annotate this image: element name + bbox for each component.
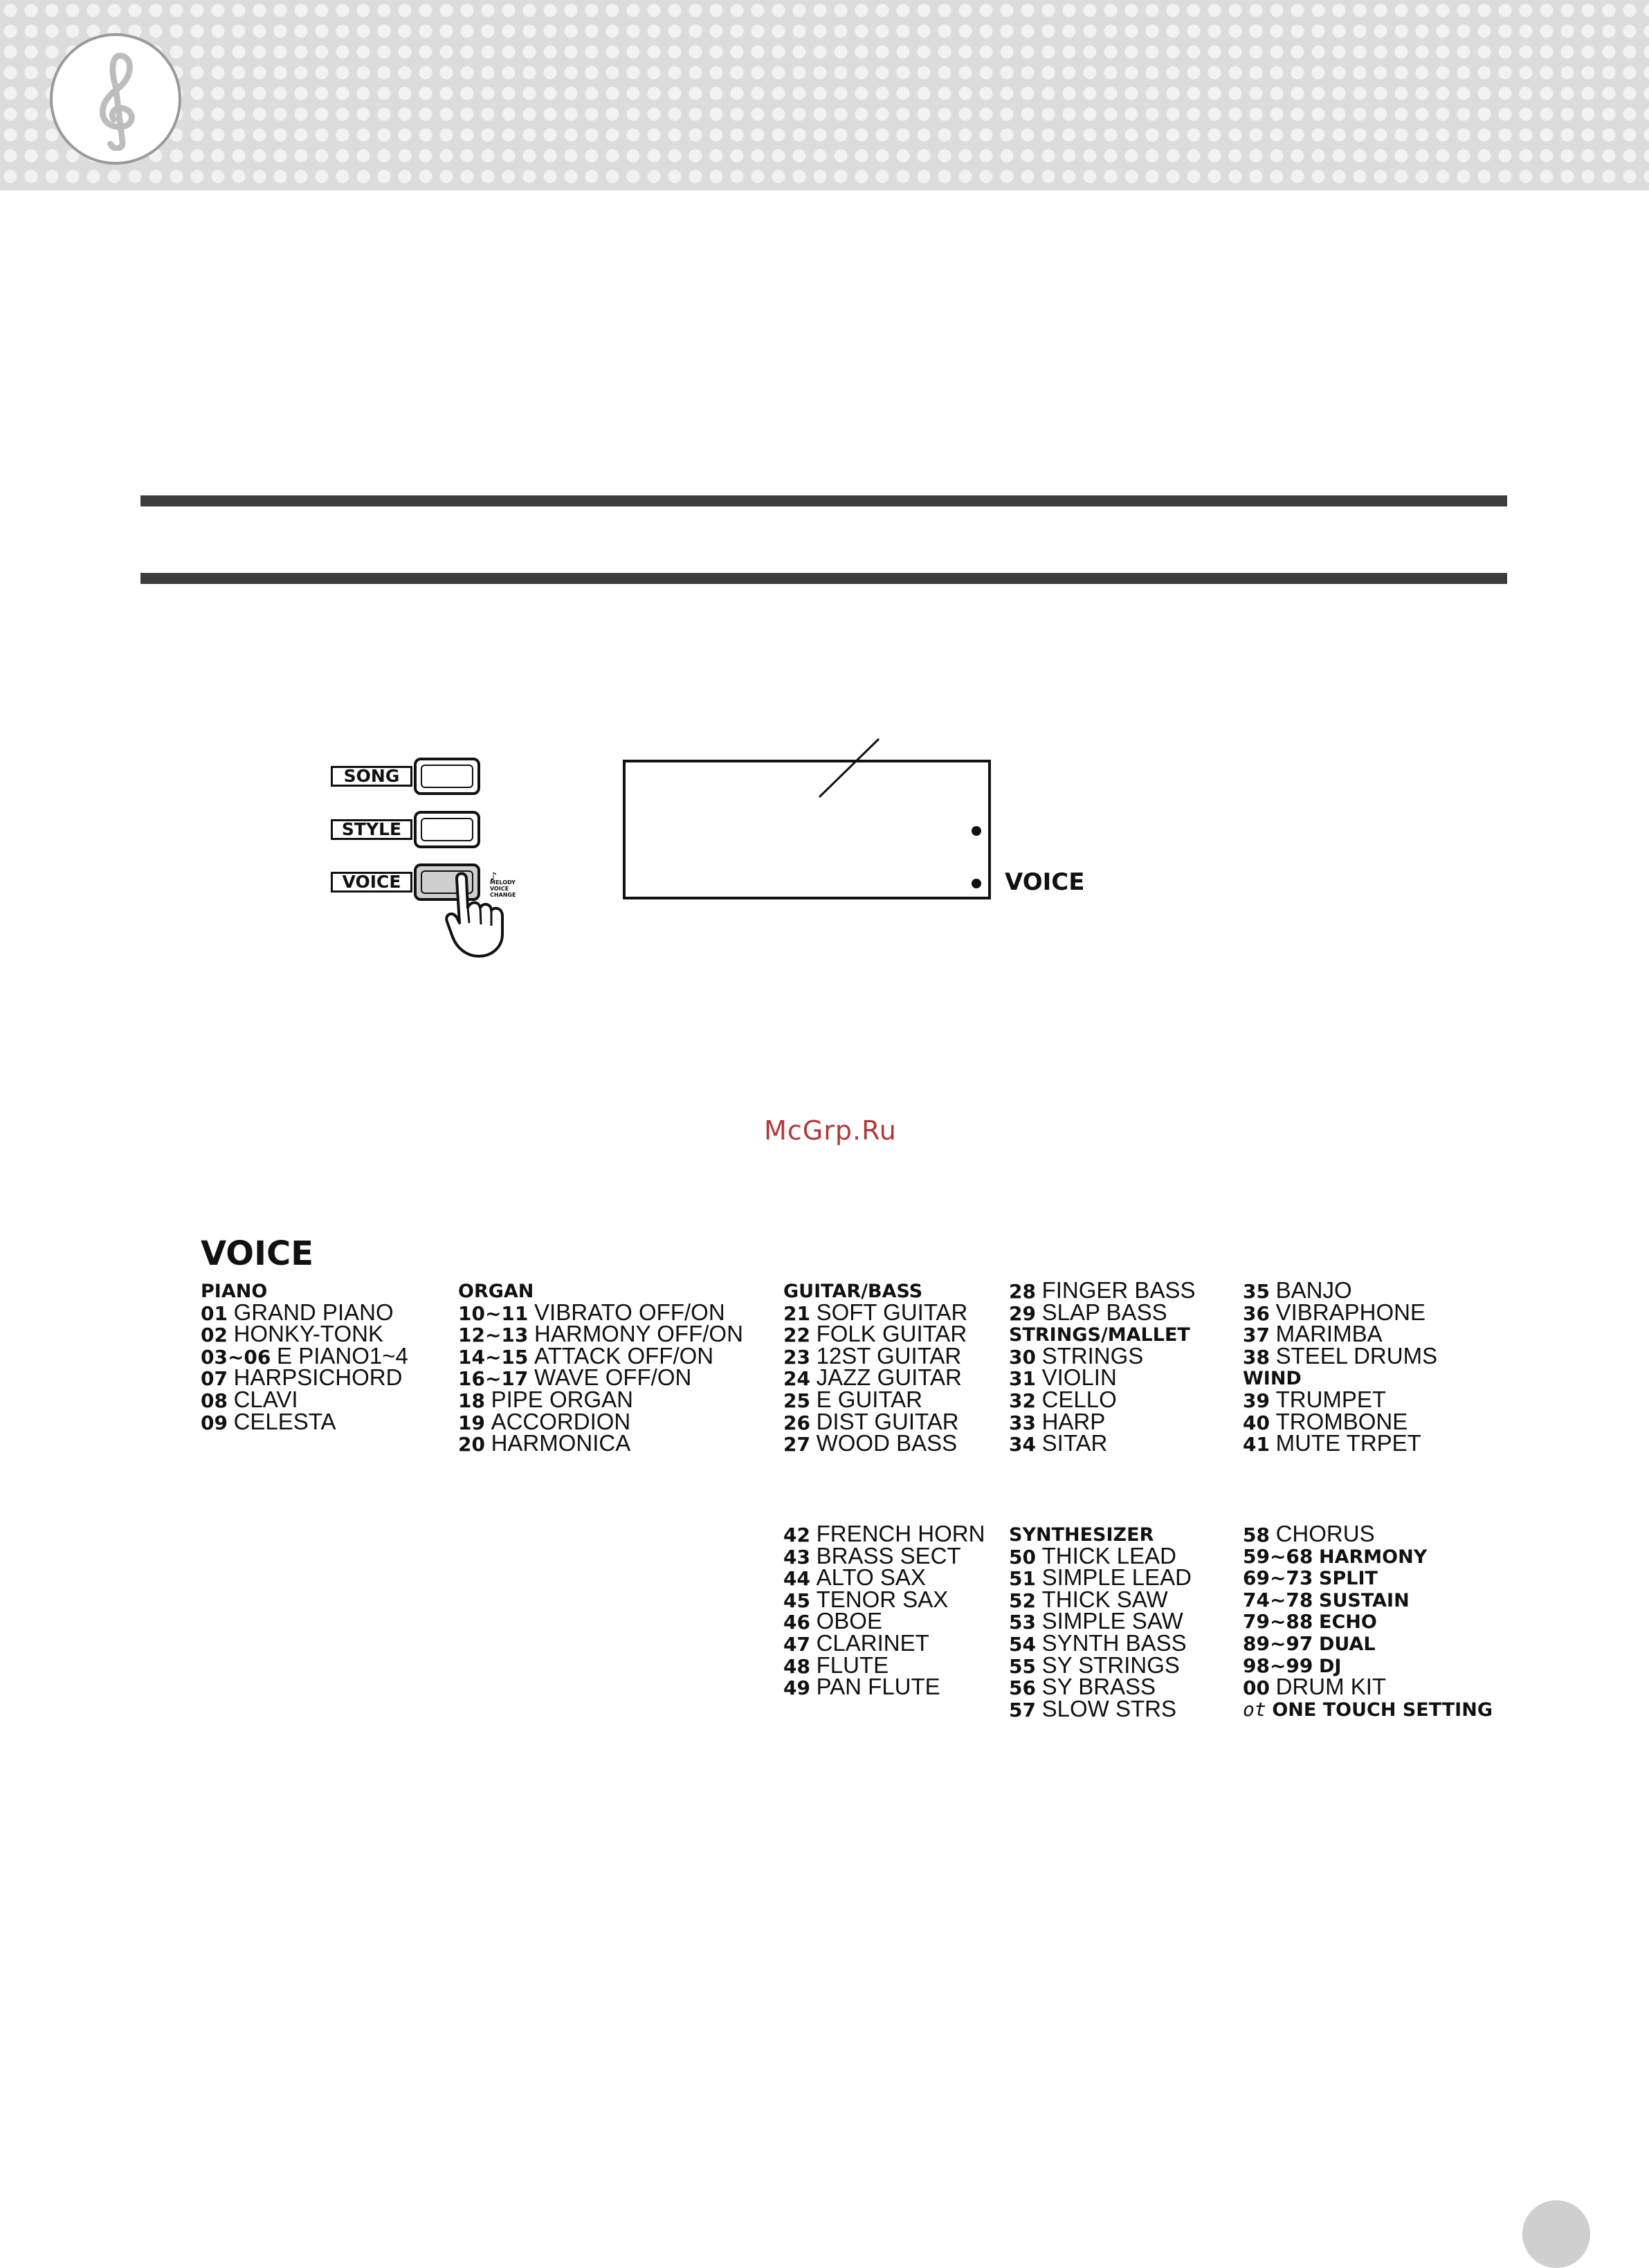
voice-name: CLARINET — [816, 1629, 929, 1656]
voice-list-row — [783, 1566, 985, 1589]
voice-name: BRASS SECT — [816, 1542, 961, 1569]
voice-number: 02 — [201, 1324, 228, 1347]
voice-category: WIND — [1243, 1368, 1302, 1390]
voice-list-row — [1009, 1323, 1195, 1345]
voice-list-row — [458, 1279, 743, 1301]
voice-number: 22 — [783, 1324, 810, 1347]
voice-number: 14~15 — [458, 1345, 529, 1369]
voice-name: DIST GUITAR — [816, 1408, 959, 1434]
voice-name: FOLK GUITAR — [816, 1321, 967, 1347]
voice-number: 18 — [458, 1389, 485, 1412]
voice-list-row — [1243, 1523, 1493, 1545]
voice-list-row — [1009, 1279, 1195, 1301]
voice-list-row — [1009, 1542, 1192, 1569]
voice-list-row — [783, 1386, 967, 1412]
voice-name: SY STRINGS — [1041, 1652, 1180, 1678]
voice-name: OBOE — [816, 1608, 882, 1634]
voice-name: CELESTA — [233, 1408, 336, 1434]
voice-list-row — [783, 1676, 985, 1698]
voice-list-row — [783, 1610, 985, 1632]
voice-name: PAN FLUTE — [816, 1674, 940, 1700]
voice-list-row — [1009, 1523, 1192, 1545]
section-rule-top — [140, 495, 1507, 506]
voice-list-row — [1243, 1698, 1493, 1720]
section-rule-bottom — [140, 573, 1507, 584]
voice-list-row — [1009, 1386, 1195, 1412]
voice-number: 31 — [1009, 1367, 1036, 1391]
voice-number: 54 — [1009, 1632, 1036, 1656]
voice-list-row — [783, 1542, 985, 1569]
voice-number: 53 — [1009, 1611, 1036, 1634]
voice-name: SOFT GUITAR — [816, 1299, 968, 1325]
style-key[interactable] — [414, 811, 480, 848]
voice-category: SYNTHESIZER — [1009, 1524, 1154, 1546]
voice-number: 58 — [1243, 1524, 1270, 1546]
voice-name: HARMONY OFF/ON — [534, 1321, 743, 1347]
voice-list-row — [783, 1279, 967, 1301]
voice-list-row — [458, 1301, 743, 1324]
voice-list-row — [1009, 1610, 1192, 1632]
voice-list-row — [201, 1301, 408, 1324]
voice-list-row — [458, 1432, 743, 1454]
callout-line — [817, 736, 900, 808]
voice-name: CELLO — [1041, 1386, 1117, 1412]
voice-name-bold: ONE TOUCH SETTING — [1272, 1699, 1493, 1721]
voice-number: 03~06 — [201, 1345, 271, 1369]
voice-number: 34 — [1009, 1433, 1036, 1456]
voice-column-4 — [1009, 1279, 1195, 1454]
watermark: McGrp.Ru — [764, 1115, 897, 1146]
voice-number: 43 — [783, 1545, 810, 1569]
voice-name: HARPSICHORD — [233, 1364, 403, 1391]
lcd-indicator-dot-upper — [972, 826, 981, 836]
voice-number: 37 — [1243, 1324, 1270, 1347]
pressing-hand-icon — [443, 865, 512, 962]
voice-number: 26 — [783, 1411, 810, 1434]
voice-number: 51 — [1009, 1567, 1036, 1591]
voice-number: 49 — [783, 1676, 810, 1700]
voice-list-row — [1009, 1408, 1195, 1434]
change-word: CHANGE — [490, 892, 516, 898]
voice-name: ACCORDION — [491, 1408, 631, 1434]
voice-number: 41 — [1243, 1433, 1270, 1456]
voice-number: 47 — [783, 1632, 810, 1656]
voice-number: 09 — [201, 1411, 228, 1434]
voice-number: 42 — [783, 1524, 810, 1546]
voice-number: 56 — [1009, 1676, 1036, 1700]
lcd-indicator-dot-voice — [972, 879, 981, 888]
voice-list-row — [783, 1586, 985, 1612]
voice-name: E PIANO1~4 — [277, 1342, 408, 1369]
voice-number: 45 — [783, 1589, 810, 1612]
voice-name: ATTACK OFF/ON — [534, 1342, 714, 1369]
voice-column-3 — [783, 1279, 967, 1454]
voice-list-row — [458, 1408, 743, 1434]
voice-name: TRUMPET — [1275, 1386, 1387, 1412]
voice-number: 39 — [1243, 1389, 1270, 1412]
voice-number: 24 — [783, 1367, 810, 1391]
note-icon: ♪ — [490, 870, 498, 883]
voice-name: SLAP BASS — [1041, 1299, 1167, 1325]
voice-category: STRINGS/MALLET — [1009, 1324, 1190, 1346]
voice-name: SITAR — [1041, 1430, 1108, 1456]
voice-name: E GUITAR — [816, 1386, 922, 1412]
voice-name: THICK SAW — [1041, 1586, 1168, 1612]
voice-list-row — [1243, 1545, 1493, 1567]
voice-name: MARIMBA — [1275, 1321, 1383, 1347]
voice-list-row — [1243, 1386, 1437, 1412]
voice-list-row — [1243, 1566, 1493, 1589]
logo — [50, 33, 181, 165]
voice-list-row — [1243, 1632, 1493, 1654]
voice-list-row — [783, 1301, 967, 1324]
voice-name: CHORUS — [1275, 1521, 1375, 1546]
voice-name: VIBRATO OFF/ON — [534, 1299, 725, 1325]
voice-number: 12~13 — [458, 1324, 529, 1347]
voice-number: 50 — [1009, 1545, 1036, 1569]
voice-number: 28 — [1009, 1280, 1036, 1303]
voice-number: 07 — [201, 1367, 228, 1391]
voice-list-row — [458, 1386, 743, 1412]
voice-list-row — [1243, 1589, 1493, 1611]
voice-label: VOICE — [331, 872, 412, 893]
voice-name: FRENCH HORN — [816, 1521, 985, 1546]
voice-name: STRINGS — [1041, 1342, 1144, 1369]
voice-name-bold: SUSTAIN — [1319, 1589, 1410, 1611]
voice-list-row — [1009, 1629, 1192, 1656]
voice-number: 33 — [1009, 1411, 1036, 1434]
voice-number: 74~78 — [1243, 1588, 1313, 1611]
voice-category: PIANO — [201, 1281, 268, 1302]
voice-list-row — [201, 1279, 408, 1301]
voice-list-row — [1009, 1586, 1192, 1612]
voice-list-row — [1243, 1408, 1437, 1434]
voice-number: 44 — [783, 1567, 810, 1591]
voice-name: VIBRAPHONE — [1275, 1299, 1425, 1325]
voice-name: FLUTE — [816, 1652, 889, 1678]
voice-column-1 — [201, 1279, 408, 1432]
voice-list-row — [201, 1342, 408, 1369]
voice-list-row — [783, 1654, 985, 1676]
voice-list-title: VOICE — [201, 1234, 313, 1273]
voice-list-row — [1243, 1654, 1493, 1676]
voice-column-6 — [783, 1523, 985, 1698]
voice-name: MUTE TRPET — [1275, 1430, 1421, 1456]
voice-list-row — [1009, 1301, 1195, 1324]
style-button[interactable] — [331, 810, 490, 851]
voice-indicator-label: VOICE — [1005, 868, 1085, 896]
voice-category: GUITAR/BASS — [783, 1281, 923, 1302]
voice-name: GRAND PIANO — [233, 1299, 394, 1325]
voice-name: ALTO SAX — [816, 1564, 926, 1591]
song-label: SONG — [331, 766, 412, 787]
voice-list-row — [783, 1342, 967, 1369]
voice-list-row — [201, 1366, 408, 1389]
voice-name: SIMPLE SAW — [1041, 1608, 1183, 1634]
voice-list-row — [1243, 1323, 1437, 1345]
voice-number: 52 — [1009, 1589, 1036, 1612]
voice-name: HARMONICA — [491, 1430, 631, 1456]
voice-number: 59~68 — [1243, 1544, 1313, 1568]
voice-list-row — [1009, 1342, 1195, 1369]
voice-list-row — [783, 1408, 967, 1434]
voice-list-row — [201, 1323, 408, 1345]
header-band — [0, 0, 1649, 190]
voice-number: 30 — [1009, 1345, 1036, 1369]
voice-name: SLOW STRS — [1041, 1695, 1176, 1721]
voice-number: 20 — [458, 1433, 485, 1456]
voice-number: 40 — [1243, 1411, 1270, 1434]
lcd-display — [623, 760, 991, 899]
one-touch-symbol: ot — [1243, 1697, 1266, 1721]
voice-list-row — [783, 1366, 967, 1389]
voice-number: 98~99 — [1243, 1654, 1313, 1677]
voice-category: ORGAN — [458, 1281, 534, 1302]
voice-list-row — [458, 1323, 743, 1345]
voice-list-row — [1243, 1279, 1437, 1301]
treble-clef-icon — [71, 47, 161, 151]
voice-name: HONKY-TONK — [233, 1321, 383, 1347]
song-key[interactable] — [414, 758, 480, 795]
voice-list-row — [1243, 1610, 1493, 1632]
voice-list-row — [1009, 1366, 1195, 1389]
voice-number: 23 — [783, 1345, 810, 1369]
voice-name: BANJO — [1275, 1277, 1352, 1303]
voice-column-5 — [1243, 1279, 1437, 1454]
voice-list-row — [1243, 1366, 1437, 1389]
style-label: STYLE — [331, 819, 412, 840]
voice-list-row — [783, 1323, 967, 1345]
voice-list-row — [1243, 1676, 1493, 1698]
voice-list-row — [1009, 1654, 1192, 1676]
voice-name: TENOR SAX — [816, 1586, 949, 1612]
voice-name-bold: SPLIT — [1319, 1568, 1378, 1590]
voice-number: 19 — [458, 1411, 485, 1434]
voice-list-row — [201, 1386, 408, 1412]
voice-name: HARP — [1041, 1408, 1106, 1434]
voice-number: 00 — [1243, 1676, 1270, 1700]
voice-name: WOOD BASS — [816, 1430, 958, 1456]
voice-column-8 — [1243, 1523, 1493, 1719]
voice-number: 32 — [1009, 1389, 1036, 1412]
voice-number: 36 — [1243, 1301, 1270, 1325]
voice-name: VIOLIN — [1041, 1364, 1117, 1391]
voice-list-row — [1009, 1676, 1192, 1698]
voice-word: VOICE — [490, 886, 509, 892]
voice-name: FINGER BASS — [1041, 1277, 1196, 1303]
voice-number: 46 — [783, 1611, 810, 1634]
voice-name: CLAVI — [233, 1386, 298, 1412]
voice-name: WAVE OFF/ON — [534, 1364, 692, 1391]
voice-list-row — [783, 1629, 985, 1656]
voice-list-row — [458, 1366, 743, 1389]
voice-list-row — [1009, 1566, 1192, 1589]
song-button[interactable] — [331, 756, 490, 798]
voice-name-bold: HARMONY — [1319, 1546, 1428, 1568]
voice-list-row — [783, 1432, 967, 1454]
voice-number: 16~17 — [458, 1367, 529, 1391]
voice-number: 48 — [783, 1654, 810, 1678]
voice-name: 12ST GUITAR — [816, 1342, 962, 1369]
voice-name: JAZZ GUITAR — [816, 1364, 962, 1391]
page-number-badge — [1522, 2200, 1590, 2268]
voice-list-row — [1243, 1301, 1437, 1324]
voice-name: TROMBONE — [1275, 1408, 1408, 1434]
voice-name: THICK LEAD — [1041, 1542, 1176, 1569]
melody-word: MELODY — [490, 879, 516, 886]
voice-number: 08 — [201, 1389, 228, 1412]
voice-number: 25 — [783, 1389, 810, 1412]
voice-list-row — [1009, 1432, 1195, 1454]
voice-name: PIPE ORGAN — [491, 1386, 633, 1412]
voice-number: 57 — [1009, 1698, 1036, 1721]
voice-number: 01 — [201, 1301, 228, 1325]
voice-name-bold: DJ — [1319, 1655, 1342, 1677]
voice-number: 27 — [783, 1433, 810, 1456]
voice-number: 89~97 — [1243, 1631, 1313, 1655]
voice-name: SY BRASS — [1041, 1674, 1156, 1700]
voice-name: STEEL DRUMS — [1275, 1342, 1438, 1369]
voice-list-row — [1243, 1432, 1437, 1454]
voice-number: 35 — [1243, 1280, 1270, 1303]
voice-column-2 — [458, 1279, 743, 1454]
voice-list-row — [458, 1342, 743, 1369]
voice-list-row — [1243, 1342, 1438, 1369]
voice-column-7 — [1009, 1523, 1192, 1719]
voice-name: SIMPLE LEAD — [1041, 1564, 1192, 1591]
voice-number: 79~88 — [1243, 1610, 1313, 1634]
voice-number: 21 — [783, 1301, 810, 1325]
voice-number: 29 — [1009, 1301, 1036, 1325]
voice-number: 38 — [1243, 1345, 1270, 1369]
voice-name-bold: DUAL — [1319, 1633, 1376, 1655]
voice-list-row — [1009, 1695, 1192, 1721]
voice-number: 55 — [1009, 1654, 1036, 1678]
voice-number: 69~73 — [1243, 1566, 1313, 1590]
voice-list-row — [783, 1523, 985, 1545]
voice-list-row — [201, 1408, 408, 1434]
voice-name: DRUM KIT — [1275, 1674, 1387, 1700]
voice-name: SYNTH BASS — [1041, 1629, 1187, 1656]
voice-name-bold: ECHO — [1319, 1611, 1377, 1634]
voice-number: 10~11 — [458, 1301, 529, 1325]
